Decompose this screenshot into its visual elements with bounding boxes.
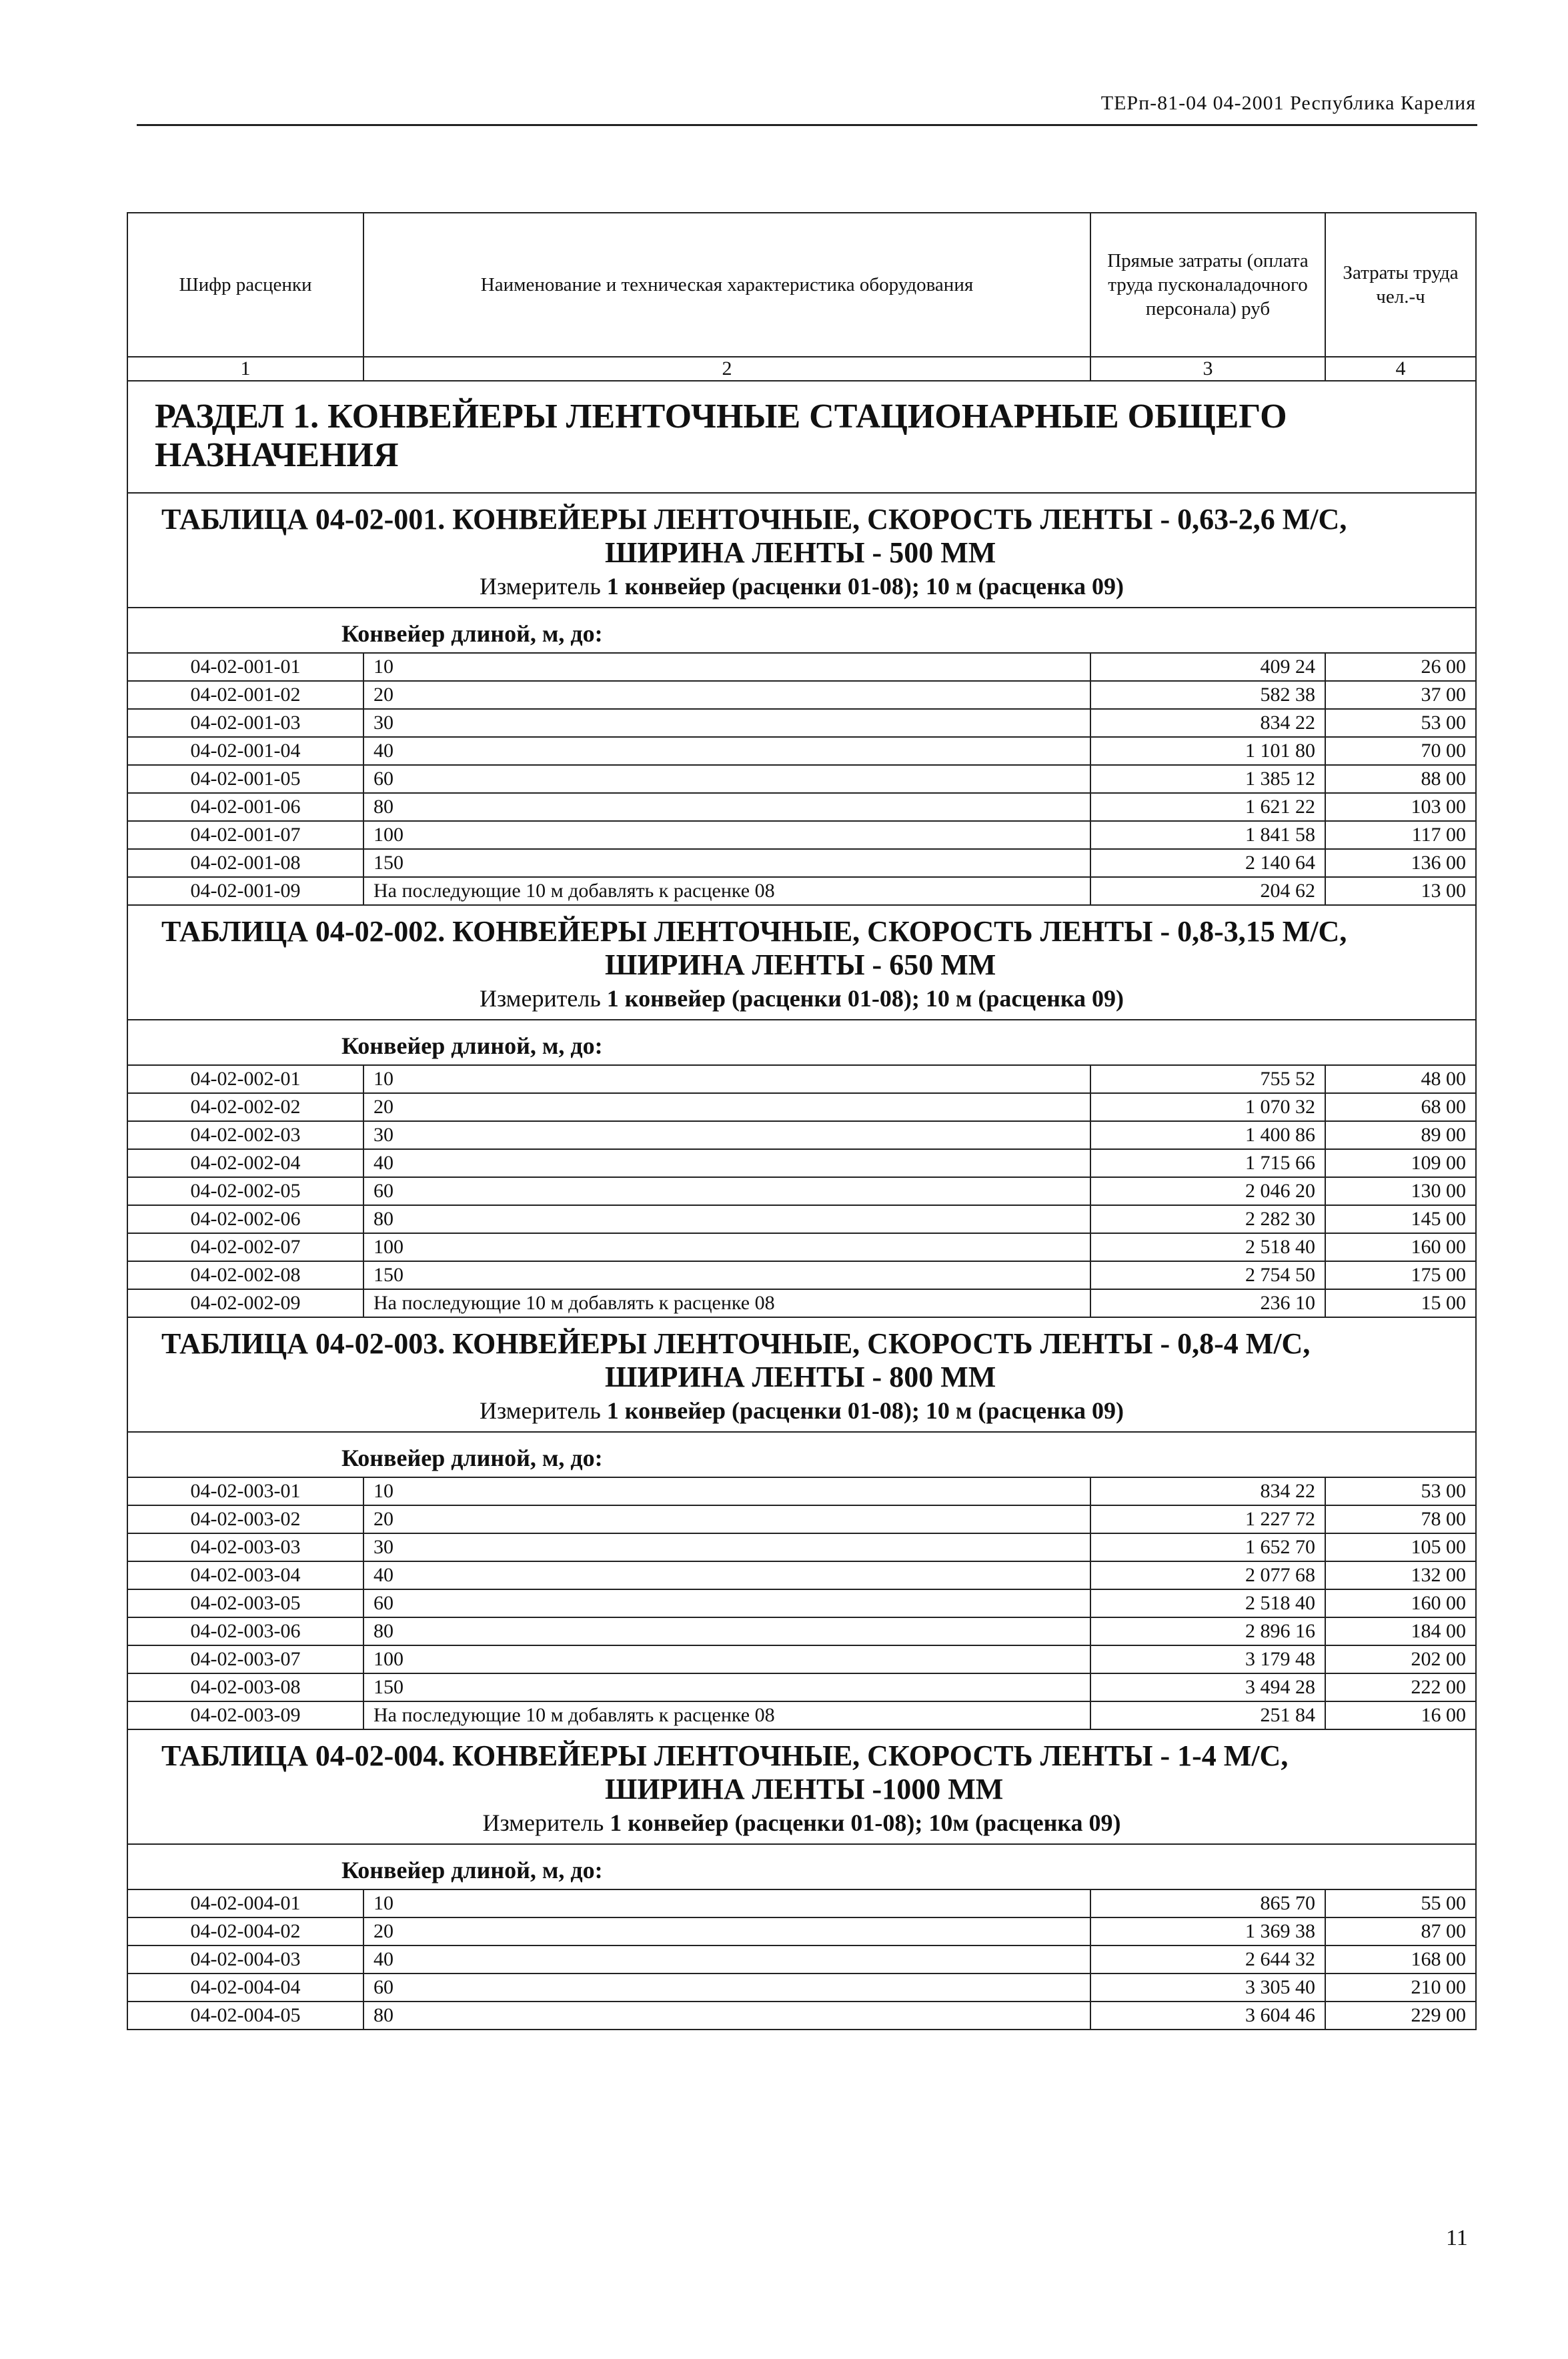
labor-hours: 136 00 [1325, 849, 1476, 877]
rate-code: 04-02-003-03 [127, 1533, 363, 1561]
labor-hours: 117 00 [1325, 821, 1476, 849]
table-row [127, 1673, 1476, 1701]
rate-code: 04-02-003-02 [127, 1505, 363, 1533]
equipment-description: 150 [363, 849, 1090, 877]
conveyor-length-subheading: Конвейер длиной, м, до: [127, 1844, 1476, 1889]
direct-cost: 409 24 [1090, 653, 1325, 681]
table-title-line2: ШИРИНА ЛЕНТЫ - 650 ММ [605, 948, 996, 981]
equipment-description: 10 [363, 1065, 1090, 1093]
equipment-description: 80 [363, 1617, 1090, 1645]
rate-code: 04-02-003-06 [127, 1617, 363, 1645]
equipment-description: На последующие 10 м добавлять к расценке 08 [363, 877, 1090, 905]
table-row [127, 877, 1476, 905]
page-number: 11 [1446, 2226, 1468, 2250]
conveyor-length-subheading: Конвейер длиной, м, до: [127, 1432, 1476, 1477]
equipment-description: 100 [363, 1645, 1090, 1673]
table-row [127, 793, 1476, 821]
direct-cost: 1 715 66 [1090, 1149, 1325, 1177]
rate-code: 04-02-001-09 [127, 877, 363, 905]
table-row [127, 1701, 1476, 1729]
labor-hours: 87 00 [1325, 1917, 1476, 1945]
labor-hours: 105 00 [1325, 1533, 1476, 1561]
table-row [127, 1917, 1476, 1945]
page-header [137, 92, 1477, 126]
labor-hours: 37 00 [1325, 681, 1476, 709]
labor-hours: 13 00 [1325, 877, 1476, 905]
table-title-line1: ТАБЛИЦА 04-02-002. КОНВЕЙЕРЫ ЛЕНТОЧНЫЕ, СКОРОСТЬ ЛЕНТЫ - 0,8-3,15 М/С, [161, 915, 1347, 948]
column-header-hours: Затраты труда чел.-ч [1325, 213, 1476, 357]
labor-hours: 160 00 [1325, 1589, 1476, 1617]
direct-cost: 755 52 [1090, 1065, 1325, 1093]
meter [127, 1806, 1476, 1844]
direct-cost: 1 369 38 [1090, 1917, 1325, 1945]
table-title [127, 905, 1476, 982]
table-title-line2: ШИРИНА ЛЕНТЫ - 800 ММ [605, 1361, 996, 1393]
equipment-description: 20 [363, 1093, 1090, 1121]
conveyor-length-subheading: Конвейер длиной, м, до: [127, 1020, 1476, 1065]
labor-hours: 103 00 [1325, 793, 1476, 821]
meter-value: 1 конвейер (расценки 01-08); 10 м (расценка 09) [606, 1397, 1124, 1424]
table-title-line1: ТАБЛИЦА 04-02-003. КОНВЕЙЕРЫ ЛЕНТОЧНЫЕ, СКОРОСТЬ ЛЕНТЫ - 0,8-4 М/С, [161, 1327, 1311, 1360]
equipment-description: 80 [363, 793, 1090, 821]
table-title-row [127, 1317, 1476, 1394]
column-number: 1 [127, 357, 363, 381]
direct-cost: 2 140 64 [1090, 849, 1325, 877]
direct-cost: 2 754 50 [1090, 1261, 1325, 1289]
rate-code: 04-02-004-05 [127, 2002, 363, 2030]
rate-code: 04-02-002-04 [127, 1149, 363, 1177]
labor-hours: 78 00 [1325, 1505, 1476, 1533]
column-header-name: Наименование и техническая характеристика оборудования [363, 213, 1090, 357]
table-row [127, 1065, 1476, 1093]
direct-cost: 1 101 80 [1090, 737, 1325, 765]
direct-cost: 236 10 [1090, 1289, 1325, 1317]
equipment-description: 80 [363, 2002, 1090, 2030]
table-row [127, 1617, 1476, 1645]
equipment-description: 80 [363, 1205, 1090, 1233]
section-heading-row [127, 381, 1476, 493]
equipment-description: 60 [363, 1974, 1090, 2002]
labor-hours: 130 00 [1325, 1177, 1476, 1205]
rate-code: 04-02-003-04 [127, 1561, 363, 1589]
table-row [127, 849, 1476, 877]
direct-cost: 1 385 12 [1090, 765, 1325, 793]
section-number: РАЗДЕЛ 1. [155, 398, 319, 436]
rate-code: 04-02-003-01 [127, 1477, 363, 1505]
meter-row [127, 1806, 1476, 1844]
meter-label: Измеритель [479, 573, 601, 600]
table-row [127, 1889, 1476, 1917]
document-code: ТЕРп-81-04 04-2001 Республика Карелия [1100, 92, 1476, 114]
column-header-cost: Прямые затраты (оплата труда пусконаладочного персонала) руб [1090, 213, 1325, 357]
equipment-description: 150 [363, 1261, 1090, 1289]
direct-cost: 251 84 [1090, 1701, 1325, 1729]
direct-cost: 204 62 [1090, 877, 1325, 905]
direct-cost: 1 621 22 [1090, 793, 1325, 821]
equipment-description: 10 [363, 1889, 1090, 1917]
table-title [127, 1729, 1476, 1806]
labor-hours: 16 00 [1325, 1701, 1476, 1729]
column-number: 2 [363, 357, 1090, 381]
labor-hours: 132 00 [1325, 1561, 1476, 1589]
labor-hours: 145 00 [1325, 1205, 1476, 1233]
meter-value: 1 конвейер (расценки 01-08); 10 м (расценка 09) [606, 985, 1124, 1012]
equipment-description: 10 [363, 1477, 1090, 1505]
table-row [127, 821, 1476, 849]
rate-code: 04-02-003-08 [127, 1673, 363, 1701]
meter-value: 1 конвейер (расценки 01-08); 10м (расценка 09) [610, 1809, 1121, 1836]
table-row [127, 709, 1476, 737]
rate-code: 04-02-002-06 [127, 1205, 363, 1233]
table-row [127, 1121, 1476, 1149]
labor-hours: 53 00 [1325, 709, 1476, 737]
section-heading [127, 381, 1476, 493]
meter-row [127, 982, 1476, 1020]
table-row [127, 1177, 1476, 1205]
conveyor-length-subheading: Конвейер длиной, м, до: [127, 608, 1476, 653]
direct-cost: 2 896 16 [1090, 1617, 1325, 1645]
rate-code: 04-02-002-02 [127, 1093, 363, 1121]
equipment-description: 30 [363, 1121, 1090, 1149]
direct-cost: 1 841 58 [1090, 821, 1325, 849]
labor-hours: 168 00 [1325, 1945, 1476, 1974]
equipment-description: 20 [363, 681, 1090, 709]
labor-hours: 26 00 [1325, 653, 1476, 681]
table-row [127, 765, 1476, 793]
labor-hours: 48 00 [1325, 1065, 1476, 1093]
rate-code: 04-02-001-06 [127, 793, 363, 821]
meter-row [127, 1394, 1476, 1432]
column-header-code: Шифр расценки [127, 213, 363, 357]
table-row [127, 2002, 1476, 2030]
labor-hours: 202 00 [1325, 1645, 1476, 1673]
rate-code: 04-02-001-03 [127, 709, 363, 737]
direct-cost: 3 179 48 [1090, 1645, 1325, 1673]
labor-hours: 70 00 [1325, 737, 1476, 765]
meter-value: 1 конвейер (расценки 01-08); 10 м (расценка 09) [606, 573, 1124, 600]
section-title: КОНВЕЙЕРЫ ЛЕНТОЧНЫЕ СТАЦИОНАРНЫЕ ОБЩЕГО НАЗНАЧЕНИЯ [155, 398, 1287, 474]
rate-code: 04-02-002-05 [127, 1177, 363, 1205]
table-title-row [127, 905, 1476, 982]
table-row [127, 653, 1476, 681]
direct-cost: 1 070 32 [1090, 1093, 1325, 1121]
rate-code: 04-02-001-04 [127, 737, 363, 765]
equipment-description: 60 [363, 1177, 1090, 1205]
rate-code: 04-02-001-05 [127, 765, 363, 793]
equipment-description: 100 [363, 1233, 1090, 1261]
direct-cost: 1 400 86 [1090, 1121, 1325, 1149]
rate-code: 04-02-004-03 [127, 1945, 363, 1974]
direct-cost: 2 518 40 [1090, 1589, 1325, 1617]
table-title [127, 493, 1476, 570]
equipment-description: 60 [363, 1589, 1090, 1617]
table-title-line2: ШИРИНА ЛЕНТЫ - 500 ММ [605, 536, 996, 569]
column-number-row [127, 357, 1476, 381]
meter [127, 1394, 1476, 1432]
meter [127, 570, 1476, 608]
table-row [127, 1561, 1476, 1589]
direct-cost: 3 494 28 [1090, 1673, 1325, 1701]
rate-code: 04-02-002-01 [127, 1065, 363, 1093]
equipment-description: 150 [363, 1673, 1090, 1701]
equipment-description: 30 [363, 1533, 1090, 1561]
equipment-description: 40 [363, 737, 1090, 765]
column-number: 3 [1090, 357, 1325, 381]
subheading-row [127, 608, 1476, 653]
labor-hours: 222 00 [1325, 1673, 1476, 1701]
table-row [127, 1645, 1476, 1673]
table-title-line1: ТАБЛИЦА 04-02-004. КОНВЕЙЕРЫ ЛЕНТОЧНЫЕ, СКОРОСТЬ ЛЕНТЫ - 1-4 М/С, [161, 1739, 1289, 1772]
equipment-description: 20 [363, 1505, 1090, 1533]
table-row [127, 1945, 1476, 1974]
direct-cost: 834 22 [1090, 709, 1325, 737]
equipment-description: На последующие 10 м добавлять к расценке 08 [363, 1289, 1090, 1317]
meter-label: Измеритель [479, 1397, 601, 1424]
direct-cost: 1 652 70 [1090, 1533, 1325, 1561]
equipment-description: 40 [363, 1149, 1090, 1177]
subheading-row [127, 1844, 1476, 1889]
meter [127, 982, 1476, 1020]
labor-hours: 160 00 [1325, 1233, 1476, 1261]
rate-code: 04-02-002-03 [127, 1121, 363, 1149]
table-title [127, 1317, 1476, 1394]
labor-hours: 109 00 [1325, 1149, 1476, 1177]
rates-table [127, 212, 1477, 2030]
equipment-description: 60 [363, 765, 1090, 793]
direct-cost: 2 077 68 [1090, 1561, 1325, 1589]
rate-code: 04-02-001-08 [127, 849, 363, 877]
rate-code: 04-02-002-08 [127, 1261, 363, 1289]
column-number: 4 [1325, 357, 1476, 381]
rate-code: 04-02-003-05 [127, 1589, 363, 1617]
labor-hours: 15 00 [1325, 1289, 1476, 1317]
table-row [127, 1093, 1476, 1121]
direct-cost: 2 518 40 [1090, 1233, 1325, 1261]
table-row [127, 1477, 1476, 1505]
meter-row [127, 570, 1476, 608]
rate-code: 04-02-004-04 [127, 1974, 363, 2002]
direct-cost: 582 38 [1090, 681, 1325, 709]
rate-code: 04-02-001-02 [127, 681, 363, 709]
table-row [127, 1589, 1476, 1617]
labor-hours: 55 00 [1325, 1889, 1476, 1917]
table-row [127, 1974, 1476, 2002]
table-row [127, 1233, 1476, 1261]
rate-code: 04-02-004-01 [127, 1889, 363, 1917]
table-row [127, 1533, 1476, 1561]
equipment-description: 40 [363, 1561, 1090, 1589]
direct-cost: 834 22 [1090, 1477, 1325, 1505]
equipment-description: 10 [363, 653, 1090, 681]
equipment-description: 100 [363, 821, 1090, 849]
direct-cost: 2 282 30 [1090, 1205, 1325, 1233]
subheading-row [127, 1432, 1476, 1477]
column-header-row [127, 213, 1476, 357]
meter-label: Измеритель [482, 1809, 604, 1836]
labor-hours: 89 00 [1325, 1121, 1476, 1149]
rate-code: 04-02-002-09 [127, 1289, 363, 1317]
direct-cost: 2 046 20 [1090, 1177, 1325, 1205]
labor-hours: 53 00 [1325, 1477, 1476, 1505]
table-row [127, 681, 1476, 709]
rate-code: 04-02-001-07 [127, 821, 363, 849]
labor-hours: 229 00 [1325, 2002, 1476, 2030]
equipment-description: На последующие 10 м добавлять к расценке 08 [363, 1701, 1090, 1729]
table-title-row [127, 493, 1476, 570]
labor-hours: 210 00 [1325, 1974, 1476, 2002]
direct-cost: 3 305 40 [1090, 1974, 1325, 2002]
table-title-line2: ШИРИНА ЛЕНТЫ -1000 ММ [605, 1773, 1004, 1805]
labor-hours: 175 00 [1325, 1261, 1476, 1289]
direct-cost: 2 644 32 [1090, 1945, 1325, 1974]
rate-code: 04-02-003-07 [127, 1645, 363, 1673]
equipment-description: 30 [363, 709, 1090, 737]
labor-hours: 88 00 [1325, 765, 1476, 793]
equipment-description: 20 [363, 1917, 1090, 1945]
table-title-line1: ТАБЛИЦА 04-02-001. КОНВЕЙЕРЫ ЛЕНТОЧНЫЕ, СКОРОСТЬ ЛЕНТЫ - 0,63-2,6 М/С, [161, 503, 1347, 536]
direct-cost: 1 227 72 [1090, 1505, 1325, 1533]
table-row [127, 1289, 1476, 1317]
labor-hours: 184 00 [1325, 1617, 1476, 1645]
rate-code: 04-02-002-07 [127, 1233, 363, 1261]
table-row [127, 737, 1476, 765]
direct-cost: 3 604 46 [1090, 2002, 1325, 2030]
rate-code: 04-02-001-01 [127, 653, 363, 681]
meter-label: Измеритель [479, 985, 601, 1012]
rate-code: 04-02-003-09 [127, 1701, 363, 1729]
table-row [127, 1205, 1476, 1233]
rate-code: 04-02-004-02 [127, 1917, 363, 1945]
table-title-row [127, 1729, 1476, 1806]
subheading-row [127, 1020, 1476, 1065]
direct-cost: 865 70 [1090, 1889, 1325, 1917]
table-row [127, 1505, 1476, 1533]
table-row [127, 1149, 1476, 1177]
labor-hours: 68 00 [1325, 1093, 1476, 1121]
equipment-description: 40 [363, 1945, 1090, 1974]
table-row [127, 1261, 1476, 1289]
